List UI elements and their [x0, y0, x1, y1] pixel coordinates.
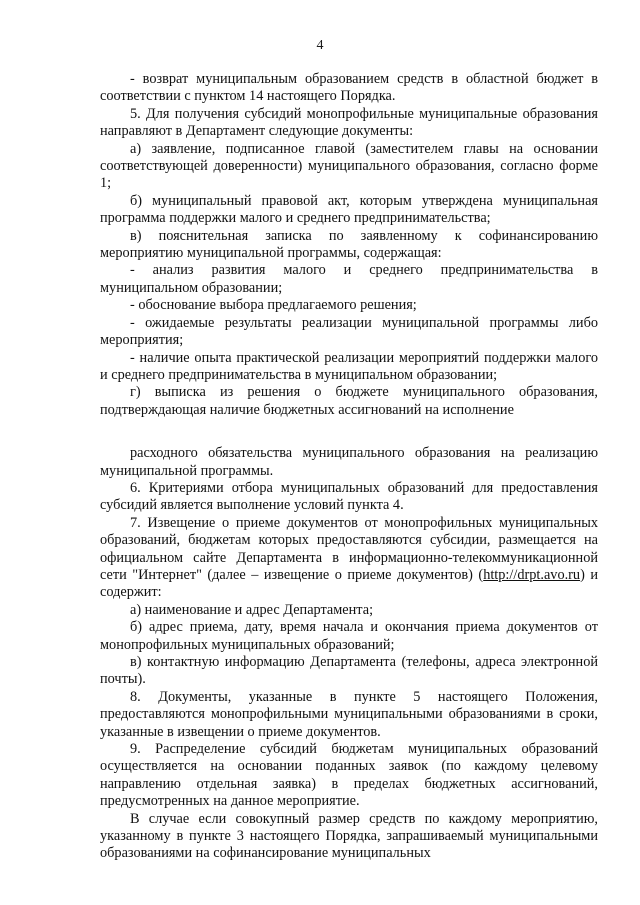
paragraph-5b: б) муниципальный правовой акт, которым утверждена муниципальная программа поддержки малого и среднего предпринимательства; — [100, 192, 598, 227]
paragraph-5g: г) выписка из решения о бюджете муниципального образования, подтверждающая наличие бюджетных ассигнований на исполнение — [100, 384, 598, 418]
paragraph-6: 6. Критериями отбора муниципальных образований для предоставления субсидий является выполнение условий пункта 4. — [100, 479, 598, 514]
paragraph-7b: б) адрес приема, дату, время начала и окончания приема документов от монопрофильных муниципальных образований; — [100, 619, 598, 653]
list-item-expected-results: - ожидаемые результаты реализации муниципальной программы либо мероприятия; — [100, 314, 598, 349]
paragraph-8: 8. Документы, указанные в пункте 5 настоящего Положения, предоставляются монопрофильными муниципальными образованиями в сроки, указанные в извещении о приеме документов. — [100, 688, 598, 740]
paragraph-7a: а) наименование и адрес Департамента; — [130, 601, 374, 618]
paragraph-9: 9. Распределение субсидий бюджетам муниципальных образований осуществляется на основании поданных заявок (по каждому целевому направлению отдельная заявка) в пределах бюджетных ассигнований, предусмотренных на данное мероприятие. — [100, 741, 598, 810]
paragraph-5a: а) заявление, подписанное главой (заместителем главы на основании соответствующей доверенности) муниципального образования, согласно форме 1; — [100, 140, 598, 192]
page-number: 4 — [316, 38, 324, 53]
paragraph-5v: в) пояснительная записка по заявленному к софинансированию мероприятию муниципальной программы, содержащая: — [100, 227, 598, 262]
website-link[interactable]: http://drpt.avo.ru — [483, 566, 581, 583]
document-body — [100, 71, 598, 863]
paragraph-5: 5. Для получения субсидий монопрофильные муниципальные образования направляют в Департамент следующие документы: — [100, 105, 598, 140]
paragraph-7 — [100, 515, 598, 602]
paragraph-7-tail: ) и содержит: — [100, 566, 598, 601]
paragraph-refund: - возврат муниципальным образованием средств в областной бюджет в соответствии с пунктом 14 настоящего Порядка. — [100, 71, 598, 105]
paragraph-5g-continued: расходного обязательства муниципального образования на реализацию муниципальной программы. — [100, 445, 598, 479]
list-item-analysis: - анализ развития малого и среднего предпринимательства в муниципальном образовании; — [100, 262, 598, 296]
paragraph-7-text: 7. Извещение о приеме документов от монопрофильных муниципальных образований, бюджетам которых предоставляются субсидии, размещается на официальном сайте Департамента в информационно-телекоммуникационной сети "Интернет" (далее – извещение о приеме документов) ( — [100, 514, 598, 583]
paragraph-case: В случае если совокупный размер средств по каждому мероприятию, указанному в пункте 3 настоящего Порядка, запрашиваемый муниципальными образованиями на софинансирование муниципальных — [100, 810, 598, 862]
list-item-justification: - обоснование выбора предлагаемого решения; — [130, 297, 417, 314]
list-item-experience: - наличие опыта практической реализации мероприятий поддержки малого и среднего предпринимательства в муниципальном образовании; — [100, 349, 598, 383]
paragraph-7v: в) контактную информацию Департамента (телефоны, адреса электронной почты). — [100, 654, 598, 688]
